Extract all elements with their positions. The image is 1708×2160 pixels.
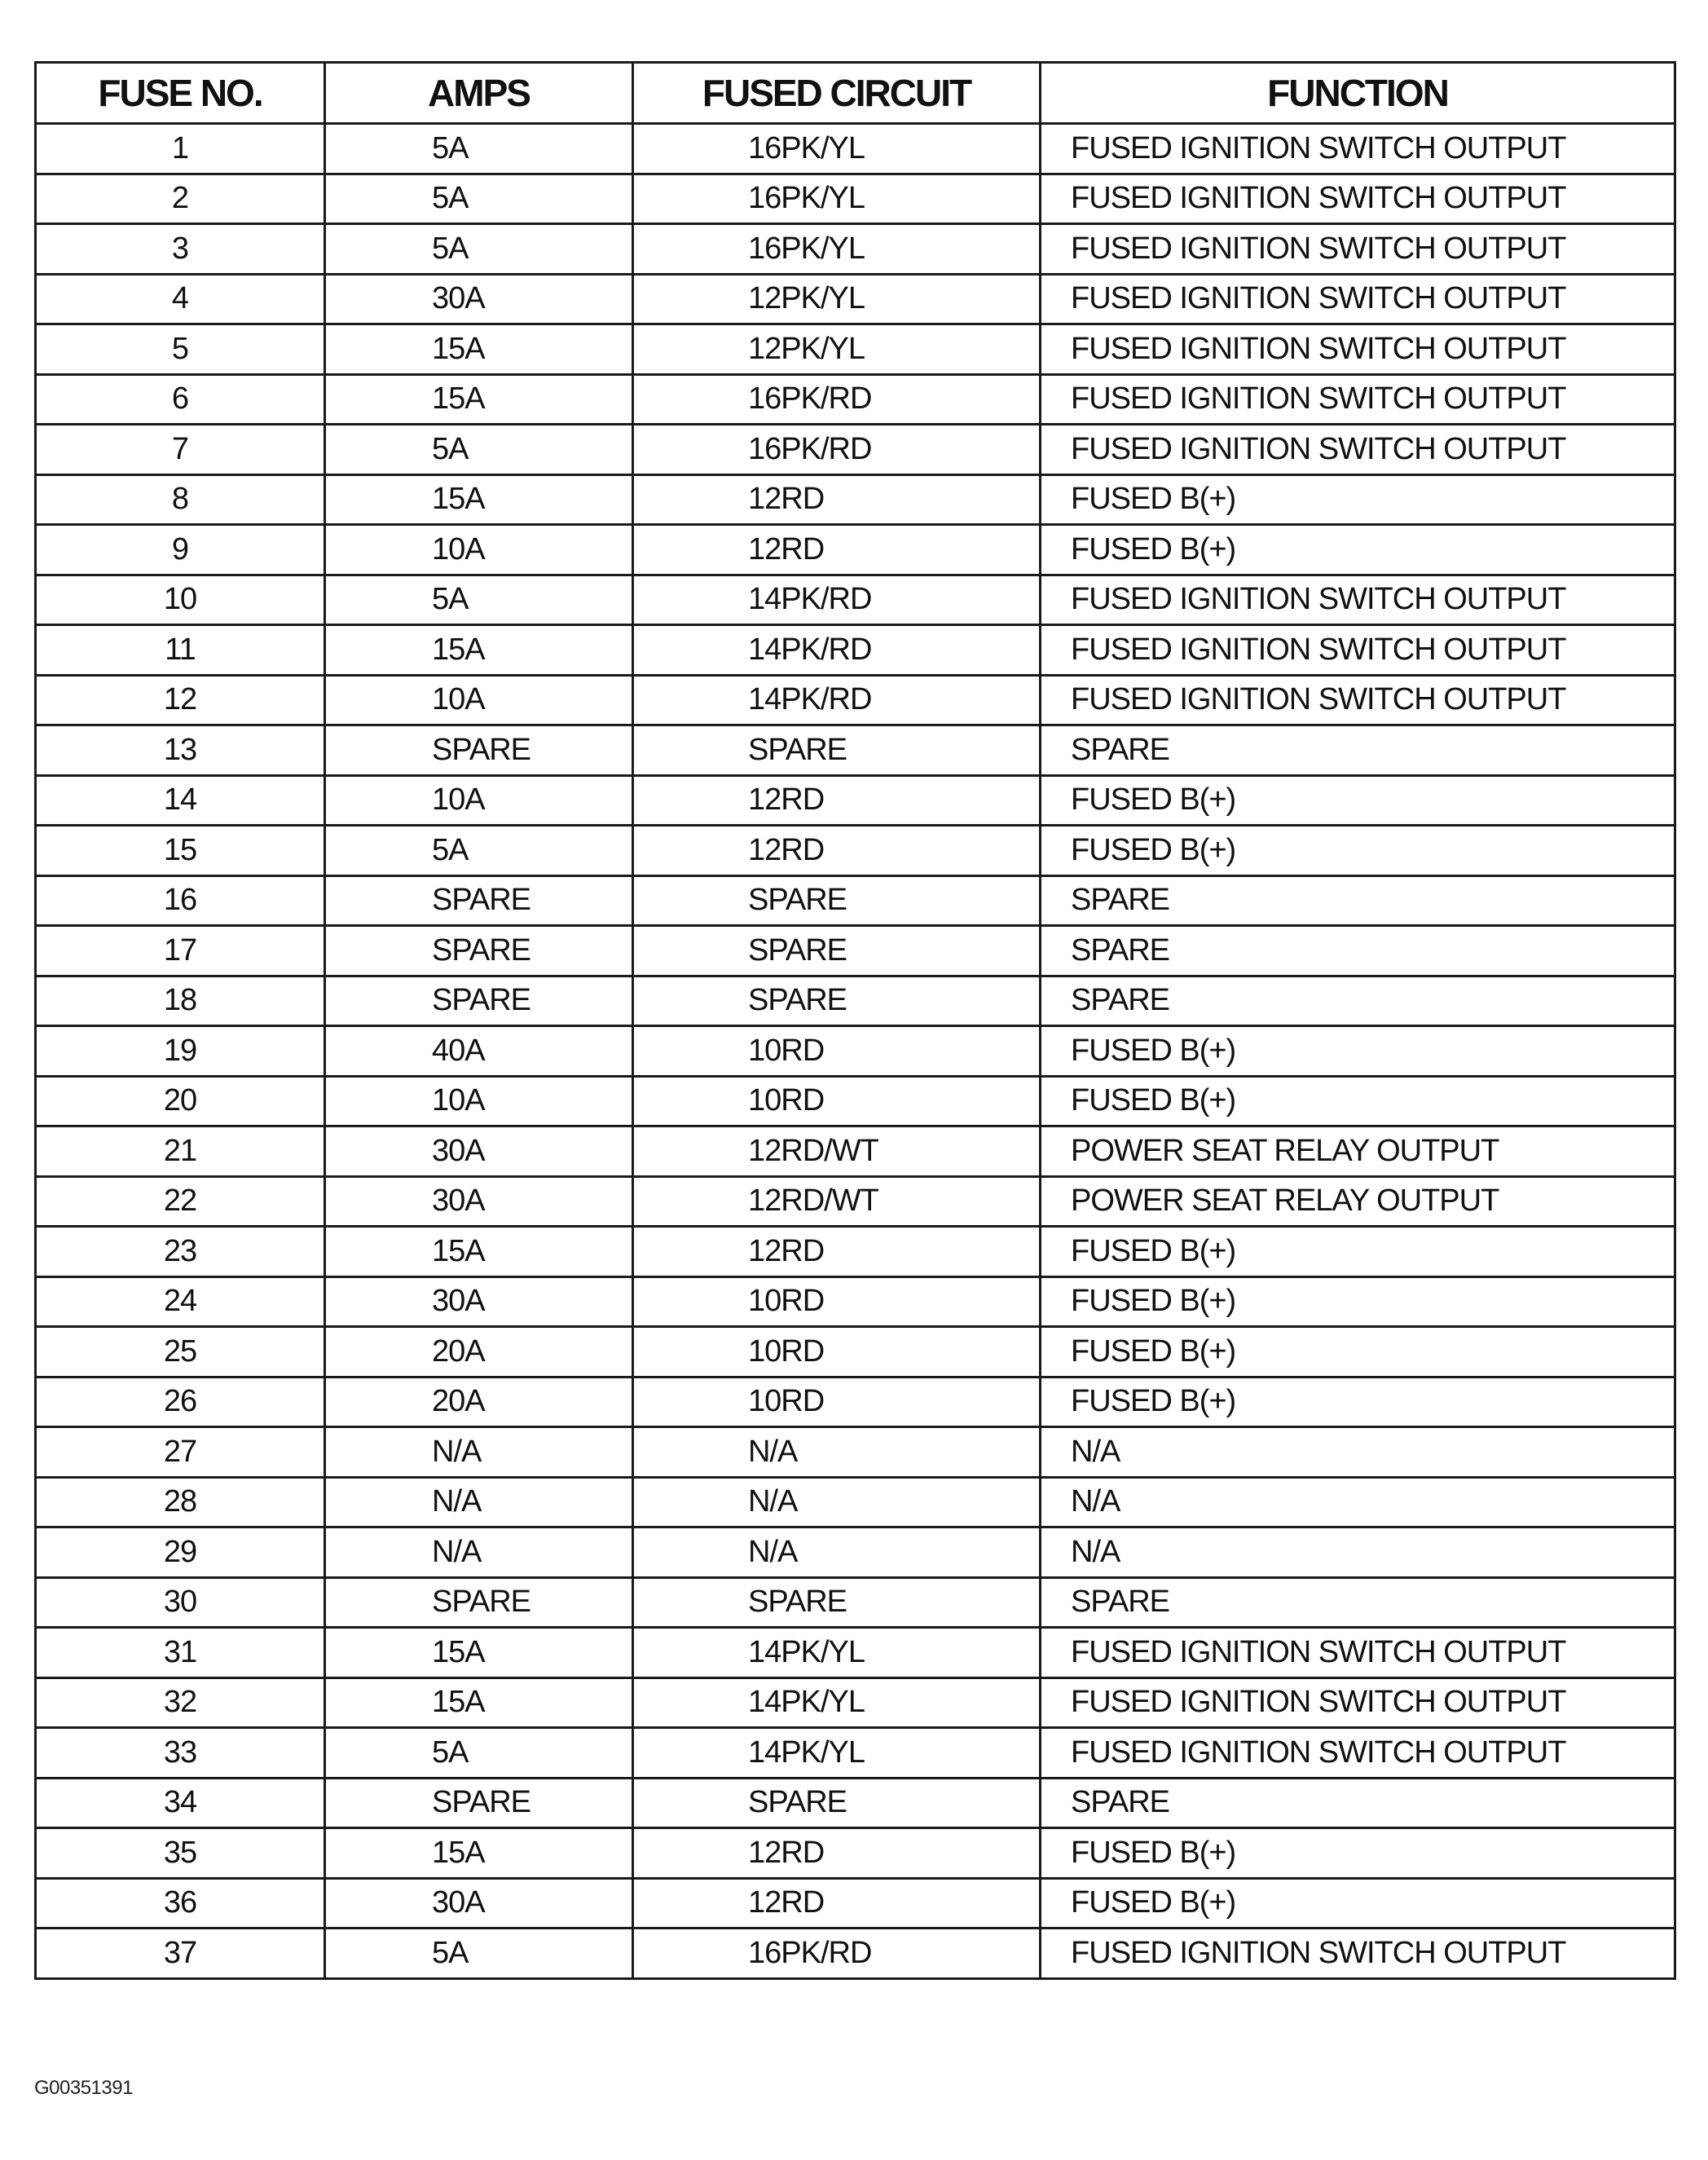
cell-fused-circuit: 14PK/YL <box>633 1628 1041 1678</box>
table-row <box>36 1327 1675 1378</box>
table-row <box>36 1577 1675 1628</box>
cell-amps: 10A <box>325 525 633 575</box>
cell-function: FUSED IGNITION SWITCH OUTPUT <box>1041 274 1675 324</box>
cell-fuse-no: 13 <box>36 725 325 776</box>
cell-fuse-no: 18 <box>36 976 325 1026</box>
cell-amps: 15A <box>325 625 633 676</box>
cell-function: N/A <box>1041 1527 1675 1578</box>
cell-function: FUSED B(+) <box>1041 474 1675 525</box>
header-fuse-no: FUSE NO. <box>36 63 325 124</box>
cell-fused-circuit: N/A <box>633 1477 1041 1527</box>
header-amps: AMPS <box>325 63 633 124</box>
cell-amps: 15A <box>325 1828 633 1879</box>
table-row <box>36 525 1675 575</box>
cell-fused-circuit: 14PK/RD <box>633 675 1041 725</box>
cell-fused-circuit: 16PK/YL <box>633 224 1041 275</box>
cell-fused-circuit: N/A <box>633 1527 1041 1578</box>
table-row <box>36 174 1675 224</box>
cell-fuse-no: 15 <box>36 826 325 876</box>
cell-fuse-no: 16 <box>36 875 325 926</box>
cell-fuse-no: 10 <box>36 575 325 625</box>
header-fused-circuit: FUSED CIRCUIT <box>633 63 1041 124</box>
cell-fused-circuit: SPARE <box>633 1577 1041 1628</box>
cell-amps: SPARE <box>325 976 633 1026</box>
table-row <box>36 625 1675 676</box>
cell-function: FUSED IGNITION SWITCH OUTPUT <box>1041 575 1675 625</box>
table-row <box>36 1427 1675 1478</box>
cell-fuse-no: 31 <box>36 1628 325 1678</box>
cell-amps: 15A <box>325 1677 633 1728</box>
table-row <box>36 775 1675 826</box>
cell-function: FUSED B(+) <box>1041 1327 1675 1378</box>
cell-fused-circuit: 10RD <box>633 1076 1041 1126</box>
cell-fused-circuit: N/A <box>633 1427 1041 1478</box>
cell-function: FUSED B(+) <box>1041 775 1675 826</box>
cell-fuse-no: 8 <box>36 474 325 525</box>
cell-amps: 5A <box>325 124 633 174</box>
cell-fused-circuit: 10RD <box>633 1377 1041 1427</box>
cell-fused-circuit: 12PK/YL <box>633 324 1041 375</box>
cell-amps: 30A <box>325 1878 633 1929</box>
cell-fused-circuit: 16PK/RD <box>633 374 1041 425</box>
cell-fused-circuit: SPARE <box>633 875 1041 926</box>
cell-fuse-no: 24 <box>36 1276 325 1327</box>
cell-fuse-no: 25 <box>36 1327 325 1378</box>
cell-amps: 5A <box>325 1728 633 1779</box>
cell-fused-circuit: 12PK/YL <box>633 274 1041 324</box>
cell-fuse-no: 6 <box>36 374 325 425</box>
cell-fused-circuit: 10RD <box>633 1276 1041 1327</box>
table-row <box>36 1477 1675 1527</box>
cell-fuse-no: 21 <box>36 1126 325 1177</box>
cell-fuse-no: 11 <box>36 625 325 676</box>
cell-amps: 15A <box>325 374 633 425</box>
table-row <box>36 1778 1675 1828</box>
cell-fuse-no: 2 <box>36 174 325 224</box>
cell-function: FUSED IGNITION SWITCH OUTPUT <box>1041 324 1675 375</box>
table-row <box>36 1677 1675 1728</box>
cell-function: FUSED B(+) <box>1041 1828 1675 1879</box>
cell-function: SPARE <box>1041 1577 1675 1628</box>
cell-fused-circuit: SPARE <box>633 926 1041 976</box>
cell-function: FUSED B(+) <box>1041 826 1675 876</box>
cell-amps: 15A <box>325 324 633 375</box>
cell-fuse-no: 19 <box>36 1026 325 1077</box>
cell-function: SPARE <box>1041 1778 1675 1828</box>
cell-fused-circuit: 16PK/RD <box>633 425 1041 475</box>
cell-fuse-no: 17 <box>36 926 325 976</box>
table-row <box>36 575 1675 625</box>
table-row <box>36 474 1675 525</box>
cell-fused-circuit: 10RD <box>633 1327 1041 1378</box>
cell-amps: 15A <box>325 1628 633 1678</box>
cell-amps: N/A <box>325 1427 633 1478</box>
cell-function: FUSED IGNITION SWITCH OUTPUT <box>1041 174 1675 224</box>
cell-fused-circuit: 16PK/RD <box>633 1929 1041 1979</box>
cell-fuse-no: 7 <box>36 425 325 475</box>
cell-fuse-no: 28 <box>36 1477 325 1527</box>
cell-function: FUSED IGNITION SWITCH OUTPUT <box>1041 425 1675 475</box>
cell-function: SPARE <box>1041 725 1675 776</box>
cell-function: FUSED B(+) <box>1041 1276 1675 1327</box>
cell-fuse-no: 5 <box>36 324 325 375</box>
cell-fused-circuit: 14PK/RD <box>633 575 1041 625</box>
cell-amps: 10A <box>325 1076 633 1126</box>
cell-function: FUSED B(+) <box>1041 525 1675 575</box>
cell-fused-circuit: 12RD/WT <box>633 1126 1041 1177</box>
cell-function: N/A <box>1041 1427 1675 1478</box>
cell-fused-circuit: 12RD <box>633 1878 1041 1929</box>
cell-fused-circuit: 12RD/WT <box>633 1176 1041 1227</box>
cell-fused-circuit: 16PK/YL <box>633 174 1041 224</box>
cell-function: POWER SEAT RELAY OUTPUT <box>1041 1176 1675 1227</box>
cell-fuse-no: 27 <box>36 1427 325 1478</box>
cell-amps: 10A <box>325 675 633 725</box>
cell-fuse-no: 20 <box>36 1076 325 1126</box>
cell-amps: 5A <box>325 224 633 275</box>
table-row <box>36 875 1675 926</box>
cell-fused-circuit: 16PK/YL <box>633 124 1041 174</box>
cell-fused-circuit: 12RD <box>633 775 1041 826</box>
cell-function: FUSED IGNITION SWITCH OUTPUT <box>1041 224 1675 275</box>
cell-amps: 30A <box>325 1176 633 1227</box>
table-row <box>36 1929 1675 1979</box>
cell-fused-circuit: SPARE <box>633 725 1041 776</box>
cell-amps: SPARE <box>325 875 633 926</box>
cell-function: FUSED B(+) <box>1041 1377 1675 1427</box>
table-row <box>36 1126 1675 1177</box>
table-row <box>36 324 1675 375</box>
table-row <box>36 1628 1675 1678</box>
cell-amps: 30A <box>325 1126 633 1177</box>
table-row <box>36 1828 1675 1879</box>
cell-fuse-no: 4 <box>36 274 325 324</box>
table-row <box>36 1878 1675 1929</box>
table-body <box>36 124 1675 1979</box>
cell-amps: 10A <box>325 775 633 826</box>
cell-amps: 5A <box>325 174 633 224</box>
cell-amps: 30A <box>325 274 633 324</box>
cell-function: FUSED IGNITION SWITCH OUTPUT <box>1041 1728 1675 1779</box>
cell-fuse-no: 3 <box>36 224 325 275</box>
cell-amps: 20A <box>325 1377 633 1427</box>
fuse-table-container <box>34 61 1674 1980</box>
cell-function: FUSED IGNITION SWITCH OUTPUT <box>1041 1929 1675 1979</box>
cell-fuse-no: 36 <box>36 1878 325 1929</box>
cell-amps: N/A <box>325 1527 633 1578</box>
cell-function: SPARE <box>1041 976 1675 1026</box>
table-row <box>36 1276 1675 1327</box>
table-row <box>36 1076 1675 1126</box>
cell-function: FUSED B(+) <box>1041 1076 1675 1126</box>
cell-function: SPARE <box>1041 926 1675 976</box>
cell-amps: 5A <box>325 826 633 876</box>
cell-fuse-no: 9 <box>36 525 325 575</box>
cell-function: N/A <box>1041 1477 1675 1527</box>
cell-fuse-no: 12 <box>36 675 325 725</box>
cell-amps: 15A <box>325 1227 633 1277</box>
header-row <box>36 63 1675 124</box>
cell-amps: SPARE <box>325 926 633 976</box>
cell-fused-circuit: 12RD <box>633 525 1041 575</box>
cell-fused-circuit: SPARE <box>633 1778 1041 1828</box>
table-row <box>36 1227 1675 1277</box>
cell-fuse-no: 29 <box>36 1527 325 1578</box>
table-row <box>36 1176 1675 1227</box>
table-row <box>36 926 1675 976</box>
cell-function: FUSED IGNITION SWITCH OUTPUT <box>1041 124 1675 174</box>
table-row <box>36 1377 1675 1427</box>
cell-amps: 5A <box>325 1929 633 1979</box>
cell-amps: 40A <box>325 1026 633 1077</box>
cell-fuse-no: 22 <box>36 1176 325 1227</box>
table-row <box>36 826 1675 876</box>
cell-fuse-no: 35 <box>36 1828 325 1879</box>
cell-fused-circuit: 10RD <box>633 1026 1041 1077</box>
cell-fused-circuit: 12RD <box>633 1828 1041 1879</box>
cell-amps: 15A <box>325 474 633 525</box>
table-row <box>36 675 1675 725</box>
cell-fuse-no: 37 <box>36 1929 325 1979</box>
cell-fuse-no: 1 <box>36 124 325 174</box>
cell-function: FUSED IGNITION SWITCH OUTPUT <box>1041 374 1675 425</box>
header-function: FUNCTION <box>1041 63 1675 124</box>
cell-function: FUSED B(+) <box>1041 1227 1675 1277</box>
cell-fused-circuit: 12RD <box>633 474 1041 525</box>
cell-fuse-no: 30 <box>36 1577 325 1628</box>
table-row <box>36 725 1675 776</box>
cell-amps: 5A <box>325 575 633 625</box>
cell-fuse-no: 26 <box>36 1377 325 1427</box>
cell-function: FUSED IGNITION SWITCH OUTPUT <box>1041 1677 1675 1728</box>
table-row <box>36 374 1675 425</box>
table-row <box>36 425 1675 475</box>
table-row <box>36 1026 1675 1077</box>
cell-fused-circuit: 12RD <box>633 1227 1041 1277</box>
cell-fuse-no: 14 <box>36 775 325 826</box>
table-row <box>36 1527 1675 1578</box>
table-row <box>36 274 1675 324</box>
figure-code: G00351391 <box>34 2077 133 2099</box>
cell-fused-circuit: SPARE <box>633 976 1041 1026</box>
cell-fused-circuit: 14PK/YL <box>633 1677 1041 1728</box>
table-row <box>36 124 1675 174</box>
cell-fused-circuit: 14PK/YL <box>633 1728 1041 1779</box>
cell-fuse-no: 23 <box>36 1227 325 1277</box>
cell-fuse-no: 33 <box>36 1728 325 1779</box>
table-header <box>36 63 1675 124</box>
cell-fused-circuit: 12RD <box>633 826 1041 876</box>
table-row <box>36 224 1675 275</box>
fuse-table <box>34 61 1676 1980</box>
cell-amps: 20A <box>325 1327 633 1378</box>
cell-amps: 5A <box>325 425 633 475</box>
cell-amps: SPARE <box>325 725 633 776</box>
cell-fuse-no: 32 <box>36 1677 325 1728</box>
cell-amps: N/A <box>325 1477 633 1527</box>
cell-amps: SPARE <box>325 1577 633 1628</box>
cell-function: FUSED IGNITION SWITCH OUTPUT <box>1041 625 1675 676</box>
table-row <box>36 976 1675 1026</box>
cell-function: FUSED B(+) <box>1041 1026 1675 1077</box>
cell-function: POWER SEAT RELAY OUTPUT <box>1041 1126 1675 1177</box>
cell-function: SPARE <box>1041 875 1675 926</box>
cell-amps: 30A <box>325 1276 633 1327</box>
cell-function: FUSED IGNITION SWITCH OUTPUT <box>1041 1628 1675 1678</box>
cell-amps: SPARE <box>325 1778 633 1828</box>
table-row <box>36 1728 1675 1779</box>
cell-function: FUSED IGNITION SWITCH OUTPUT <box>1041 675 1675 725</box>
cell-fused-circuit: 14PK/RD <box>633 625 1041 676</box>
cell-fuse-no: 34 <box>36 1778 325 1828</box>
cell-function: FUSED B(+) <box>1041 1878 1675 1929</box>
